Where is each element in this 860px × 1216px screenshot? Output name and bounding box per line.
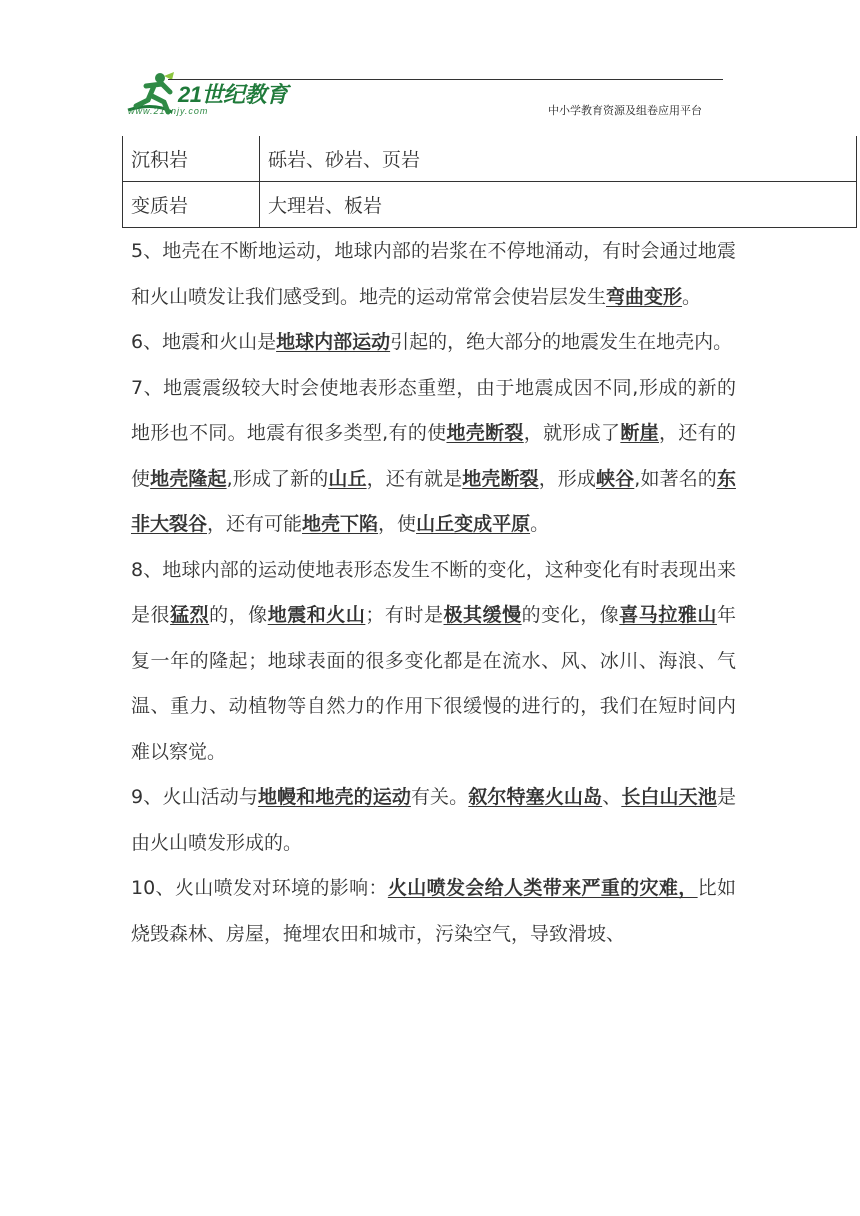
key-term: 山丘: [328, 467, 367, 490]
key-term: 叙尔特塞火山岛: [468, 786, 603, 808]
text: 、: [602, 786, 622, 808]
text: ，使: [378, 513, 417, 535]
key-term: 山丘变成平原: [416, 513, 531, 535]
logo-text: 21世纪教育: [178, 82, 288, 107]
key-term: 断崖: [620, 422, 659, 444]
rock-type-cell: 变质岩: [123, 182, 260, 228]
platform-tagline: 中小学教育资源及组卷应用平台: [548, 104, 702, 117]
paragraph-9: [131, 775, 736, 866]
text: 有关。: [410, 786, 469, 808]
text: 的变化，像: [521, 604, 620, 626]
key-term: 喜马拉雅山: [619, 604, 717, 626]
key-term: 长白山天池: [621, 786, 717, 808]
key-term: 地壳断裂: [446, 422, 524, 444]
key-term: 火山喷发会给人类带来严重的灾难，: [387, 877, 698, 899]
text: 年复一年的隆起；地球表面的很多变化都是在流水、风、冰川、海浪、气温、重力、动植物等自然力的作用下很缓慢的进行的，我们在短时间内难以察觉。: [131, 604, 736, 763]
rock-examples-cell: 砾岩、砂岩、页岩: [260, 136, 857, 182]
text: 。: [530, 513, 550, 535]
key-term: 极其缓慢: [443, 604, 522, 626]
table-row: [123, 182, 857, 228]
key-term: 地壳隆起: [150, 467, 227, 490]
text: 6、地震和火山是: [131, 331, 277, 353]
text: 10、火山喷发对环境的影响：: [131, 877, 388, 899]
key-term: 地球内部运动: [276, 331, 391, 353]
text: 是由火山喷发形成的。: [131, 786, 736, 854]
text: 5、地壳在不断地运动，地球内部的岩浆在不停地涌动，有时会通过地震和火山喷发让我们感受到。地壳的运动常常会使岩层发生: [131, 240, 736, 308]
text: 8、地球内部的运动使地表形态发生不断的变化，这种变化有时表现出来是很: [131, 558, 736, 626]
text: 比如烧毁森林、房屋，掩埋农田和城市，污染空气，导致滑坡、: [131, 877, 736, 945]
key-term: 猛烈: [170, 604, 210, 626]
paragraph-7: [131, 366, 736, 548]
text: 引起的，绝大部分的地震发生在地壳内。: [390, 331, 733, 353]
text: ，还有的使: [131, 422, 736, 490]
rock-type-cell: 沉积岩: [123, 136, 260, 182]
text: 。: [682, 285, 702, 308]
key-term: 地壳断裂: [462, 467, 539, 490]
rock-type-table: [122, 136, 857, 228]
notes-body: [131, 229, 736, 957]
paragraph-8: [131, 548, 736, 776]
text: ，还有就是: [366, 467, 463, 490]
text: ,形成了新的: [226, 467, 329, 490]
table-row: [123, 136, 857, 182]
header-divider: [168, 79, 723, 80]
text: 的，像: [209, 604, 268, 626]
paragraph-10: [131, 866, 736, 957]
key-term: 峡谷: [596, 467, 635, 490]
text: ，形成: [538, 467, 597, 490]
page-header: [0, 0, 860, 125]
key-term: 地壳下陷: [302, 513, 379, 535]
text: 7、地震震级较大时会使地表形态重塑，由于地震成因不同,形成的新的地形也不同。地震有很多类型,有的使: [131, 376, 736, 444]
paragraph-6: [131, 320, 736, 366]
key-term: 地震和火山: [267, 604, 366, 626]
text: ，就形成了: [523, 422, 621, 444]
rock-examples-cell: 大理岩、板岩: [260, 182, 857, 228]
key-term: 地幔和地壳的运动: [257, 786, 411, 808]
text: ；有时是: [365, 604, 444, 626]
text: ，还有可能: [207, 513, 303, 535]
key-term: 弯曲变形: [606, 285, 683, 308]
paragraph-5: [131, 229, 736, 320]
text: 9、火山活动与: [131, 786, 258, 808]
key-term: 东非大裂谷: [131, 467, 736, 535]
text: ,如著名的: [634, 467, 717, 490]
logo-url: www.21cnjy.com: [128, 106, 209, 116]
